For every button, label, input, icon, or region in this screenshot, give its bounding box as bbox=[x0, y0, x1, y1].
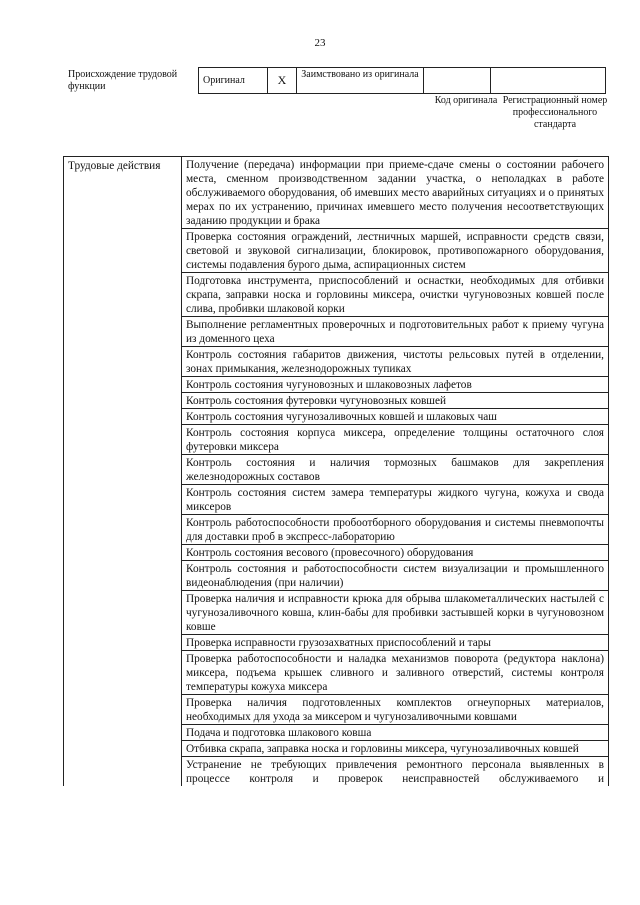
code-cell bbox=[424, 68, 491, 94]
labor-action-item: Проверка исправности грузозахватных приспособлений и тары bbox=[182, 635, 609, 651]
labor-action-item: Контроль состояния чугуновозных и шлаковозных лафетов bbox=[182, 377, 609, 393]
labor-action-item: Проверка наличия подготовленных комплектов огнеупорных материалов, необходимых для ухода за миксером и чугунозаливочными ковшами bbox=[182, 695, 609, 725]
labor-action-item: Контроль состояния весового (провесочного) оборудования bbox=[182, 545, 609, 561]
reg-number-cell bbox=[491, 68, 606, 94]
labor-action-item: Контроль состояния систем замера температуры жидкого чугуна, кожуха и свода миксеров bbox=[182, 485, 609, 515]
labor-actions-table bbox=[63, 156, 609, 786]
labor-action-item: Контроль состояния корпуса миксера, определение толщины остаточного слоя футеровки миксера bbox=[182, 425, 609, 455]
labor-action-item: Устранение не требующих привлечения ремонтного персонала выявленных в процессе контроля и проверок неисправностей обслуживаемого и bbox=[182, 757, 609, 787]
code-label: Код оригинала bbox=[434, 95, 498, 106]
borrowed-cell: Заимствовано из оригинала bbox=[297, 68, 424, 94]
origin-table bbox=[198, 67, 606, 94]
labor-action-item: Проверка наличия и исправности крюка для обрыва шлакометаллических настылей с чугунозаливочного ковша, клин-бабы для пробивки застывшей корки в чугуновозном ковше bbox=[182, 591, 609, 635]
labor-action-item: Проверка состояния ограждений, лестничных маршей, исправности средств связи, световой и звуковой сигнализации, блокировок, противопожарного оборудования, системы подавления бурого дыма, аспирационных систем bbox=[182, 229, 609, 273]
labor-action-item: Контроль работоспособности пробоотборного оборудования и системы пневмопочты для доставки проб в экспресс-лабораторию bbox=[182, 515, 609, 545]
labor-action-item: Подготовка инструмента, приспособлений и оснастки, необходимых для отбивки скрапа, заправки носка и горловины миксера, очистки чугуновозных ковшей после слива, пробивки шлаковой корки bbox=[182, 273, 609, 317]
origin-label: Происхождение трудовой функции bbox=[68, 69, 178, 92]
labor-action-item: Контроль состояния чугунозаливочных ковшей и шлаковых чаш bbox=[182, 409, 609, 425]
labor-action-item: Выполнение регламентных проверочных и подготовительных работ к приему чугуна из доменного цеха bbox=[182, 317, 609, 347]
labor-action-item: Подача и подготовка шлакового ковша bbox=[182, 725, 609, 741]
labor-action-item: Контроль состояния и работоспособности систем визуализации и промышленного видеонаблюдения (при наличии) bbox=[182, 561, 609, 591]
original-mark: X bbox=[268, 68, 297, 94]
labor-action-item: Контроль состояния и наличия тормозных башмаков для закрепления железнодорожных составов bbox=[182, 455, 609, 485]
labor-action-item: Проверка работоспособности и наладка механизмов поворота (редуктора наклона) миксера, подъема крышек сливного и заливного отверстий, системы контроля температуры кожуха миксера bbox=[182, 651, 609, 695]
labor-action-item: Контроль состояния футеровки чугуновозных ковшей bbox=[182, 393, 609, 409]
table-row bbox=[64, 157, 609, 229]
reg-number-label: Регистрационный номер профессионального стандарта bbox=[502, 95, 608, 130]
labor-action-item: Отбивка скрапа, заправка носка и горловины миксера, чугунозаливочных ковшей bbox=[182, 741, 609, 757]
labor-action-item: Получение (передача) информации при приеме-сдаче смены о состоянии рабочего места, сменном производственном задании участка, о неполадках в работе обслуживаемого оборудования, об имевших место аварийных ситуациях и о принятых мерах по их устранению, причинах имевшего место получения несоответствующих заданию продукции и брака bbox=[182, 157, 609, 229]
original-cell: Оригинал bbox=[199, 68, 268, 94]
row-header: Трудовые действия bbox=[64, 157, 182, 787]
labor-action-item: Контроль состояния габаритов движения, чистоты рельсовых путей в отделении, зонах примыкания, железнодорожных тупиках bbox=[182, 347, 609, 377]
page-number: 23 bbox=[314, 37, 326, 49]
